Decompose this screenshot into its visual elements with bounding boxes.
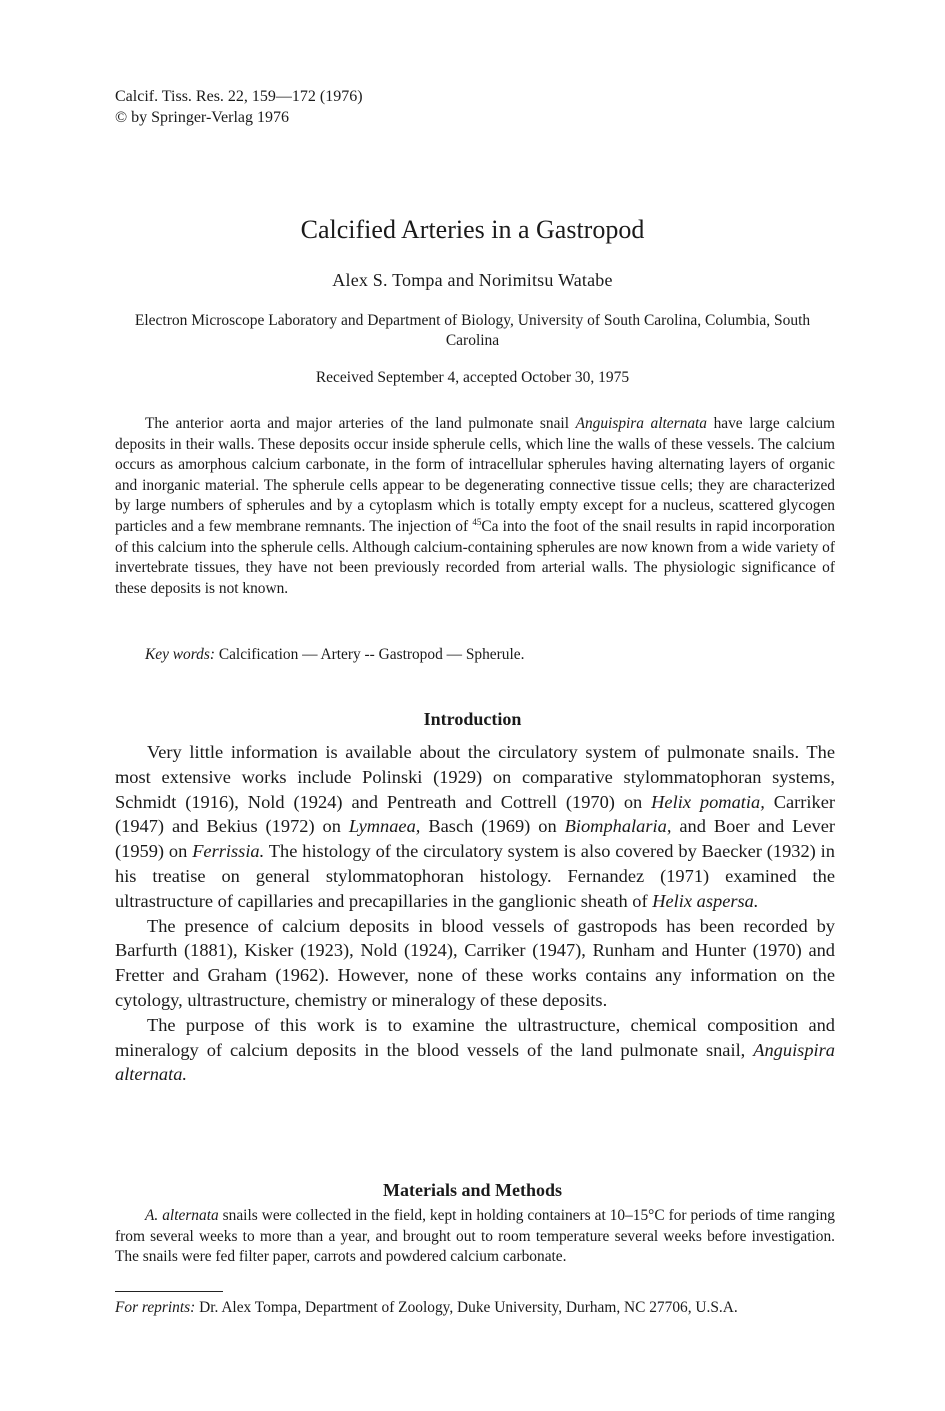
taxon-a-alternata: A. alternata <box>145 1207 219 1224</box>
introduction-heading: Introduction <box>423 709 522 729</box>
abstract <box>115 414 835 599</box>
intro-text: Very little information is available about the circulatory system of pulmonate snails. The most extensive works include Polinski (1929) on comparative stylommatophoran systems, Schmidt (1916), Nold (1924) and Pentreath and Cottrell (1970) on <box>115 742 835 812</box>
affiliation: Electron Microscope Laboratory and Department of Biology, University of South Carolina, Columbia, South Carolina <box>134 312 811 349</box>
journal-citation <box>115 86 363 128</box>
intro-paragraph-2: The presence of calcium deposits in blood vessels of gastropods has been recorded by Barfurth (1881), Kisker (1923), Nold (1924), Carriker (1947), Runham and Hunter (1970) and Fretter and Graham (1962). However, none of these works contains any information on the cytology, ultrastructure, chemistry or mineralogy of these deposits. <box>115 915 835 1010</box>
taxon-lymnaea: Lymnaea, <box>348 816 421 837</box>
methods-text: snails were collected in the field, kept in holding containers at 10–15°C for periods of time ranging from several weeks to more than a year, and brought out to room temperature several weeks before investigation. The snails were fed filter paper, carrots and powdered calcium carbonate. <box>115 1207 835 1266</box>
keywords-text: Calcification — Artery -- Gastropod — Spherule. <box>214 646 525 663</box>
paper-title: Calcified Arteries in a Gastropod <box>300 215 645 244</box>
isotope-superscript: 45 <box>472 516 482 527</box>
footnote-rule <box>115 1291 223 1292</box>
citation-line-1: Calcif. Tiss. Res. 22, 159—172 (1976) <box>115 88 363 105</box>
taxon-anguispira: Anguispira alternata. <box>115 1039 835 1085</box>
abstract-paragraph <box>115 414 835 599</box>
taxon-biomphalaria: Biomphalaria, <box>564 816 672 837</box>
received-dates: Received September 4, accepted October 30, 1975 <box>315 369 630 386</box>
intro-text: and Boer and Lever (1959) on <box>115 816 836 862</box>
methods-heading: Materials and Methods <box>383 1180 562 1200</box>
intro-paragraph-3 <box>115 1013 835 1087</box>
footnote-label: For reprints: <box>115 1299 196 1316</box>
abstract-text-2: have large calcium deposits in their walls. These deposits occur inside spherule cells, which line the walls of these vessels. The calcium occurs as amorphous calcium carbonate, in the form of intracellular spherules having alternating layers of organic and inorganic material. The spherule cells appear to be degenerating connective tissue cells; they are characterized by large numbers of spherules and by a cytoplasm which is totally empty except for a nucleus, scattered glycogen particles and a few membrane remnants. The injection of <box>115 415 836 535</box>
keywords-label: Key words: <box>145 646 215 663</box>
intro-paragraph-1 <box>115 740 835 914</box>
reprint-footnote <box>115 1298 835 1319</box>
footnote-text: Dr. Alex Tompa, Department of Zoology, Duke University, Durham, NC 27706, U.S.A. <box>195 1299 738 1316</box>
taxon-helix-aspersa: Helix aspersa. <box>652 890 759 911</box>
intro-text: The purpose of this work is to examine the ultrastructure, chemical composition and mineralogy of calcium deposits in the blood vessels of the land pulmonate snail, <box>115 1014 835 1060</box>
taxon-helix-pomatia: Helix pomatia, <box>651 791 765 812</box>
introduction-body <box>115 740 835 1087</box>
taxon-ferrissia: Ferrissia. <box>192 841 265 862</box>
intro-text: Basch (1969) on <box>420 816 565 837</box>
methods-body <box>115 1206 835 1268</box>
abstract-text-3: Ca into the foot of the snail results in rapid incorporation of this calcium into the spherule cells. Although calcium-containing spherules are now known from a wide variety of invertebrate tissues, they have not been previously recorded from arterial walls. The physiologic significance of these deposits is not known. <box>115 517 836 597</box>
abstract-text-1: The anterior aorta and major arteries of the land pulmonate snail <box>145 415 576 432</box>
citation-line-2: © by Springer-Verlag 1976 <box>115 109 290 126</box>
authors: Alex S. Tompa and Norimitsu Watabe <box>332 270 613 290</box>
intro-text: Carriker (1947) and Bekius (1972) on <box>115 791 835 837</box>
keywords <box>145 645 524 665</box>
abstract-species: Anguispira alternata <box>575 415 707 432</box>
intro-text: The histology of the circulatory system is also covered by Baecker (1932) in his treatise on general stylommatophoran histology. Fernandez (1971) examined the ultrastructure of capillaries and precapillaries in the ganglionic sheath of <box>115 841 835 911</box>
methods-paragraph-1 <box>115 1206 835 1268</box>
